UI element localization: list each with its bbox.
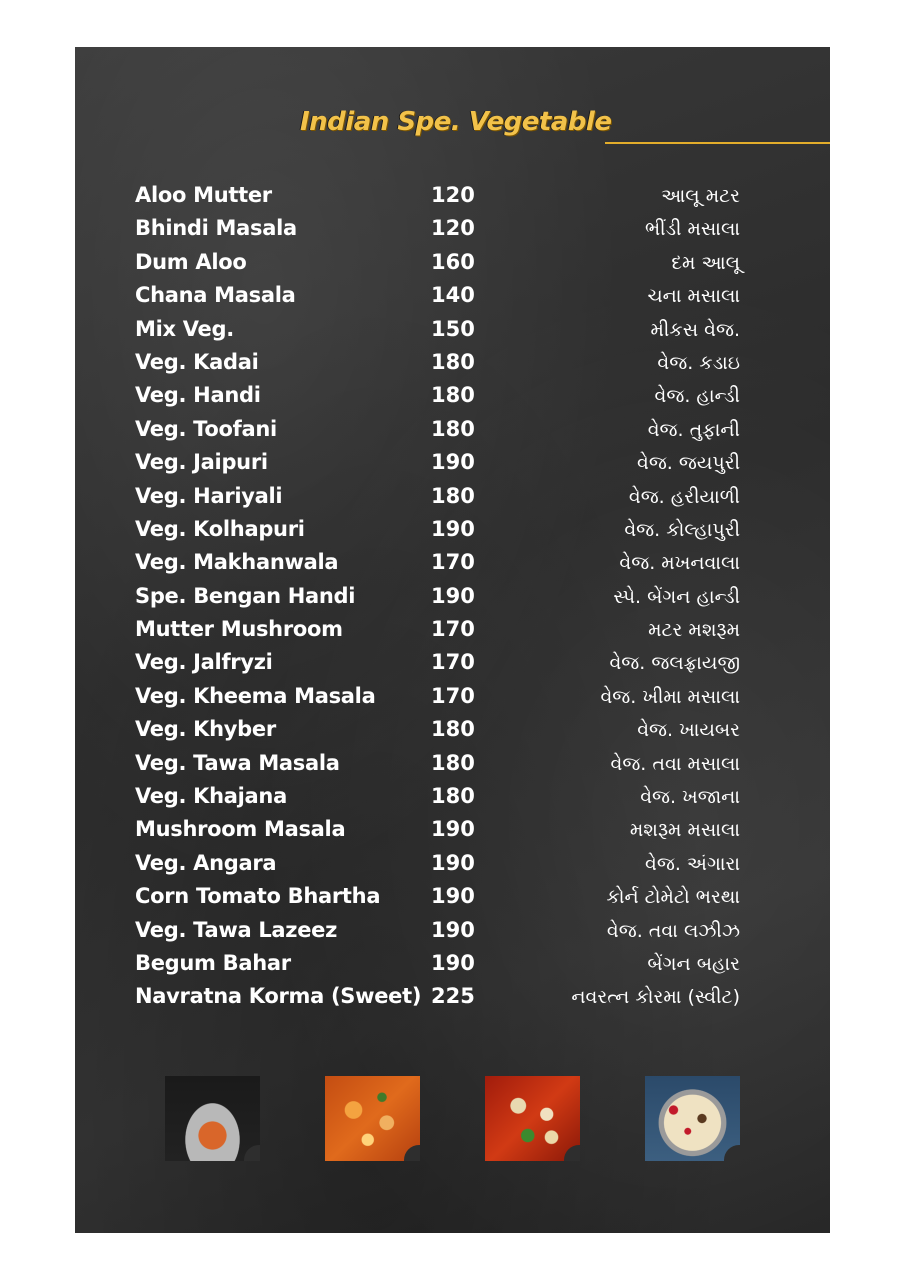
item-name: Mutter Mushroom [135, 617, 343, 642]
item-price: 180 [431, 784, 475, 809]
item-name-gujarati: વેજ. હાન્ડી [654, 385, 740, 408]
item-price: 180 [431, 383, 475, 408]
menu-item [135, 482, 740, 515]
item-name: Veg. Hariyali [135, 483, 283, 508]
item-price: 180 [431, 349, 475, 374]
item-name-gujarati: વેજ. કોલ્હાપુરી [624, 518, 740, 541]
item-name: Navratna Korma (Sweet) [135, 984, 422, 1009]
item-name: Dum Aloo [135, 249, 247, 274]
item-price: 160 [431, 249, 475, 274]
item-name-gujarati: વેજ. જયપુરી [636, 452, 740, 475]
item-price: 190 [431, 850, 475, 875]
item-name: Veg. Angara [135, 850, 277, 875]
korma-bowl-photo [645, 1076, 740, 1161]
menu-item [135, 749, 740, 782]
item-name-gujarati: મીકસ વેજ. [650, 318, 740, 341]
menu-item [135, 682, 740, 715]
item-price: 180 [431, 717, 475, 742]
item-price: 170 [431, 650, 475, 675]
item-price: 190 [431, 917, 475, 942]
item-name-gujarati: વેજ. તવા મસાલા [610, 752, 740, 775]
item-name-gujarati: ભીંડી મસાલા [644, 218, 740, 241]
title-underline [605, 142, 830, 144]
menu-item [135, 448, 740, 481]
menu-item [135, 348, 740, 381]
menu-item [135, 281, 740, 314]
item-name: Corn Tomato Bhartha [135, 884, 381, 909]
item-name-gujarati: વેજ. હરીયાળી [628, 485, 740, 508]
item-name: Veg. Khyber [135, 717, 276, 742]
menu-item [135, 715, 740, 748]
item-name-gujarati: સ્પે. બેંગન હાન્ડી [613, 585, 740, 608]
menu-item [135, 949, 740, 982]
item-name: Bhindi Masala [135, 216, 297, 241]
menu-item [135, 615, 740, 648]
item-price: 170 [431, 617, 475, 642]
item-name: Begum Bahar [135, 950, 291, 975]
menu-item [135, 582, 740, 615]
item-name: Mix Veg. [135, 316, 234, 341]
item-price: 190 [431, 450, 475, 475]
item-name: Spe. Bengan Handi [135, 583, 356, 608]
item-price: 180 [431, 483, 475, 508]
item-name: Veg. Makhanwala [135, 550, 339, 575]
menu-item [135, 916, 740, 949]
photo-strip [165, 1076, 741, 1162]
item-name-gujarati: ચના મસાલા [647, 285, 740, 308]
item-price: 170 [431, 550, 475, 575]
menu-item [135, 882, 740, 915]
item-name-gujarati: મશરૂમ મસાલા [629, 819, 740, 842]
item-price: 225 [431, 984, 475, 1009]
item-name-gujarati: વેજ. મખનવાલા [619, 552, 740, 575]
menu-item [135, 214, 740, 247]
item-price: 120 [431, 216, 475, 241]
item-name-gujarati: મટર મશરૂમ [648, 619, 740, 642]
item-name-gujarati: દમ આલૂ [671, 251, 740, 274]
item-name-gujarati: વેજ. ખાયબર [637, 719, 740, 742]
menu-list [135, 181, 740, 1016]
item-name-gujarati: વેજ. જલફ્રાયજી [609, 652, 740, 675]
item-name: Mushroom Masala [135, 817, 346, 842]
item-name: Veg. Kolhapuri [135, 516, 305, 541]
item-name-gujarati: આલૂ મટર [661, 185, 740, 207]
item-price: 150 [431, 316, 475, 341]
item-name: Chana Masala [135, 283, 296, 308]
item-price: 180 [431, 750, 475, 775]
item-name-gujarati: વેજ. ખીમા મસાલા [600, 685, 740, 708]
item-name-gujarati: બેંગન બહાર [647, 952, 740, 975]
item-name: Veg. Jaipuri [135, 450, 268, 475]
menu-item [135, 248, 740, 281]
item-price: 190 [431, 817, 475, 842]
item-name: Veg. Kheema Masala [135, 683, 376, 708]
menu-item [135, 515, 740, 548]
item-name-gujarati: વેજ. તુફાની [647, 418, 740, 441]
menu-item [135, 315, 740, 348]
item-name-gujarati: વેજ. ખજાના [640, 786, 740, 809]
item-price: 190 [431, 884, 475, 909]
menu-item [135, 381, 740, 414]
item-name-gujarati: વેજ. અંગારા [645, 852, 740, 875]
menu-title: Indian Spe. Vegetable [300, 107, 612, 137]
item-name-gujarati: કોર્ન ટોમેટો ભરથા [606, 886, 740, 909]
item-price: 190 [431, 950, 475, 975]
menu-item [135, 181, 740, 214]
item-name-gujarati: વેજ. કડાઇ [657, 351, 740, 374]
item-price: 170 [431, 683, 475, 708]
menu-item [135, 548, 740, 581]
paneer-curry-photo [325, 1076, 420, 1161]
item-name: Veg. Toofani [135, 416, 277, 441]
item-name: Veg. Tawa Lazeez [135, 917, 338, 942]
item-price: 190 [431, 583, 475, 608]
kadai-dish-photo [165, 1076, 260, 1161]
item-name: Aloo Mutter [135, 183, 272, 207]
item-name: Veg. Handi [135, 383, 261, 408]
item-name: Veg. Jalfryzi [135, 650, 273, 675]
menu-item [135, 415, 740, 448]
chilli-paneer-photo [485, 1076, 580, 1161]
item-name-gujarati: વેજ. તવા લઝીઝ [606, 919, 740, 942]
item-price: 140 [431, 283, 475, 308]
menu-item [135, 849, 740, 882]
menu-item [135, 815, 740, 848]
menu-item [135, 782, 740, 815]
item-name: Veg. Kadai [135, 349, 259, 374]
item-price: 120 [431, 183, 475, 207]
item-price: 180 [431, 416, 475, 441]
item-name-gujarati: નવરત્ન કોરમા (સ્વીટ) [571, 986, 740, 1009]
item-name: Veg. Khajana [135, 784, 287, 809]
menu-item [135, 982, 740, 1015]
menu-board [75, 47, 830, 1233]
menu-item [135, 648, 740, 681]
item-name: Veg. Tawa Masala [135, 750, 340, 775]
item-price: 190 [431, 516, 475, 541]
